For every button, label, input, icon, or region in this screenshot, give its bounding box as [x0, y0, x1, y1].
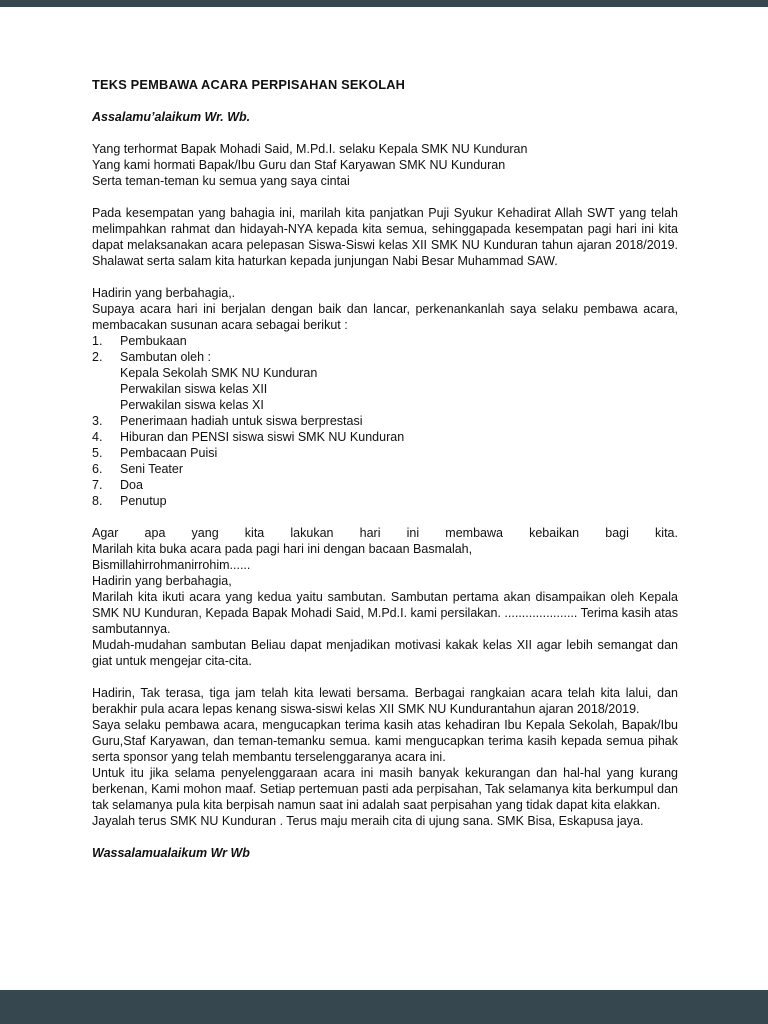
paragraph: Mudah-mudahan sambutan Beliau dapat menjadikan motivasi kakak kelas XII agar lebih semangat dan giat untuk mengejar cita-cita.	[92, 638, 678, 668]
honorific-line: Yang kami hormati Bapak/Ibu Guru dan Staf Karyawan SMK NU Kunduran	[92, 158, 506, 172]
paragraph: Marilah kita ikuti acara yang kedua yaitu sambutan. Sambutan pertama akan disampaikan oleh Kepala SMK NU Kunduran, Kepada Bapak Mohadi Said, M.Pd.I. kami persilakan. ..................... Terima kasih atas sambutannya.	[92, 590, 678, 636]
agenda-item	[92, 461, 678, 477]
paragraph: Hadirin yang berbahagia,.	[92, 286, 236, 300]
agenda-item-text: Seni Teater	[120, 462, 184, 476]
agenda-item	[92, 445, 678, 461]
agenda-item-text: Penerimaan hadiah untuk siswa berprestasi	[120, 414, 363, 428]
agenda-item	[92, 493, 678, 509]
paragraph: Jayalah terus SMK NU Kunduran . Terus maju meraih cita di ujung sana. SMK Bisa, Eskapusa jaya.	[92, 814, 644, 828]
agenda-item	[92, 333, 678, 349]
agenda-item-number: 2.	[92, 350, 103, 364]
paragraph: Pada kesempatan yang bahagia ini, marilah kita panjatkan Puji Syukur Kehadirat Allah SWT yang telah melimpahkan rahmat dan hidayah-NYA kepada kita semua, sehinggapada kesempatan pagi hari ini kita dapat melaksanakan acara pelepasan Siswa-Siswi kelas XII SMK NU Kunduran tahun ajaran 2018/2019. Shalawat serta salam kita haturkan kepada junjungan Nabi Besar Muhammad SAW.	[92, 206, 678, 268]
opening-salutation: Assalamu’alaikum Wr. Wb.	[92, 110, 251, 124]
agenda-item-number: 5.	[92, 446, 103, 460]
agenda-item-text: Doa	[120, 478, 143, 492]
agenda-sub-item: Perwakilan siswa kelas XII	[120, 382, 268, 396]
honorific-line: Yang terhormat Bapak Mohadi Said, M.Pd.I. selaku Kepala SMK NU Kunduran	[92, 142, 528, 156]
agenda-sub-item: Perwakilan siswa kelas XI	[120, 398, 264, 412]
agenda-item-number: 4.	[92, 430, 103, 444]
paragraph: Marilah kita buka acara pada pagi hari ini dengan bacaan Basmalah,	[92, 542, 473, 556]
agenda-list	[92, 333, 678, 509]
agenda-item	[92, 349, 678, 365]
honorifics-block	[92, 141, 678, 189]
agenda-item-number: 1.	[92, 334, 103, 348]
agenda-item-text: Pembacaan Puisi	[120, 446, 218, 460]
paragraph: Supaya acara hari ini berjalan dengan baik dan lancar, perkenankanlah saya selaku pembawa acara, membacakan susunan acara sebagai berikut :	[92, 302, 678, 332]
closing-salutation: Wassalamualaikum Wr Wb	[92, 846, 250, 860]
agenda-intro-block	[92, 285, 678, 333]
agenda-item-text: Hiburan dan PENSI siswa siswi SMK NU Kunduran	[120, 430, 405, 444]
viewer-top-bar	[0, 0, 768, 7]
agenda-item-text: Pembukaan	[120, 334, 187, 348]
closing-body-block	[92, 685, 678, 829]
agenda-item-text: Penutup	[120, 494, 167, 508]
paragraph: Saya selaku pembawa acara, mengucapkan terima kasih atas kehadiran Ibu Kepala Sekolah, Bapak/Ibu Guru,Staf Karyawan, dan teman-temanku semua. kami mengucapkan terima kasih kepada semua pihak serta sponsor yang telah membantu terselenggaranya acara ini.	[92, 718, 678, 764]
agenda-item-number: 3.	[92, 414, 103, 428]
opening-paragraph-block	[92, 205, 678, 269]
agenda-sub-item: Kepala Sekolah SMK NU Kunduran	[120, 366, 318, 380]
paragraph: Agar apa yang kita lakukan hari ini membawa kebaikan bagi kita.	[92, 526, 678, 540]
viewer-bottom-bar	[0, 990, 768, 1024]
agenda-item-number: 6.	[92, 462, 103, 476]
honorific-line: Serta teman-teman ku semua yang saya cintai	[92, 174, 350, 188]
agenda-item-number: 8.	[92, 494, 103, 508]
document-page	[0, 7, 768, 990]
paragraph: Bismillahirrohmanirrohim......	[92, 558, 251, 572]
agenda-item	[92, 477, 678, 493]
paragraph: Hadirin yang berbahagia,	[92, 574, 232, 588]
agenda-item-number: 7.	[92, 478, 103, 492]
mid-body-block	[92, 525, 678, 669]
paragraph: Hadirin, Tak terasa, tiga jam telah kita lewati bersama. Berbagai rangkaian acara telah kita lalui, dan berakhir pula acara lepas kenang siswa-siswi kelas XII SMK NU Kundurantahun ajaran 2018/2019.	[92, 686, 678, 716]
agenda-item	[92, 429, 678, 445]
paragraph: Untuk itu jika selama penyelenggaraan acara ini masih banyak kekurangan dan hal-hal yang kurang berkenan, Kami mohon maaf. Setiap pertemuan pasti ada perpisahan, Tak selamanya kita berkumpul dan tak selamanya pula kita berpisah namun saat ini adalah saat perpisahan yang tidak dapat kita elakkan.	[92, 766, 678, 812]
document-title: TEKS PEMBAWA ACARA PERPISAHAN SEKOLAH	[92, 77, 406, 92]
agenda-item	[92, 413, 678, 429]
agenda-item-text: Sambutan oleh :	[120, 350, 212, 364]
